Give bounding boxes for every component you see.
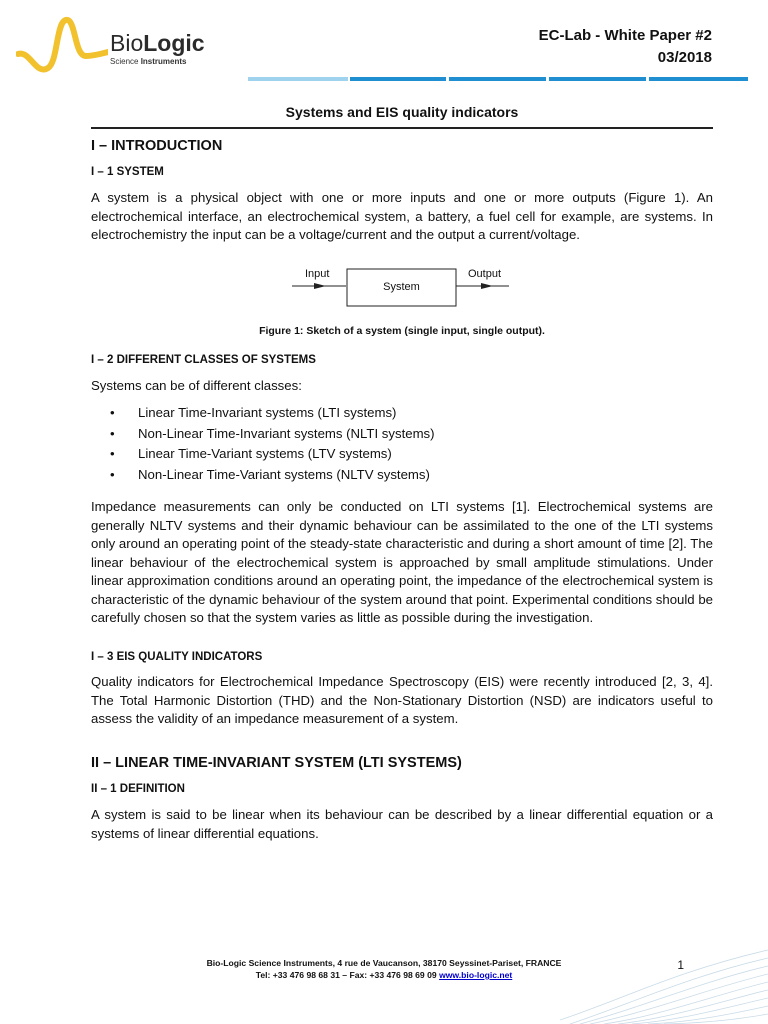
- header-bar-segment: [449, 77, 546, 81]
- subsection-heading-classes: I – 2 DIFFERENT CLASSES OF SYSTEMS: [91, 354, 316, 366]
- list-item: • Non-Linear Time-Invariant systems (NLTI systems): [110, 424, 435, 445]
- document-title: Systems and EIS quality indicators: [285, 104, 519, 120]
- list-item: • Non-Linear Time-Variant systems (NLTV systems): [110, 465, 435, 486]
- biologic-logo: [16, 16, 205, 80]
- section-heading-introduction: I – INTRODUCTION: [91, 138, 223, 154]
- paragraph-classes-intro: Systems can be of different classes:: [91, 378, 302, 393]
- header-bar-segment: [248, 77, 348, 81]
- header-bar-segment: [649, 77, 748, 81]
- paragraph-impedance: Impedance measurements can only be conducted on LTI systems [1]. Electrochemical systems are generally NLTV systems and their dynamic behaviour can be assimilated to the one of the LTI systems only around an operating point of the steady-state characteristic and during a short amount of time [2]. The linear behaviour of the electrochemical system is approached by small amplitude stimulations. Under linear approximation conditions around an operating point, the impedance of the electrochemical system is characteristic of the dynamic behaviour of the system around that point. Experimental conditions should be carefully chosen so that the system varies as little as possible during the investigation.: [91, 499, 713, 625]
- paragraph-eis-quality: Quality indicators for Electrochemical Impedance Spectroscopy (EIS) were recently introduced [2, 3, 4]. The Total Harmonic Distortion (THD) and the Non-Stationary Distortion (NSD) are indicators useful to assess the validity of an impedance measurement of a system.: [91, 674, 713, 726]
- paragraph-system: A system is a physical object with one or more inputs and one or more outputs (Figure 1). An electrochemical interface, an electrochemical system, a battery, a fuel cell for example, are systems. In electrochemistry the input can be a voltage/current and the output a current/voltage.: [91, 190, 713, 242]
- page-number: 1: [677, 958, 684, 972]
- header-bar-segment: [350, 77, 446, 81]
- subsection-heading-eis-quality: I – 3 EIS QUALITY INDICATORS: [91, 651, 263, 663]
- figure-caption: Figure 1: Sketch of a system (single input, single output).: [259, 325, 545, 337]
- classes-list: [110, 403, 435, 486]
- figure-system-sketch: [290, 262, 510, 312]
- subsection-heading-system: I – 1 SYSTEM: [91, 166, 164, 178]
- doc-date: 03/2018: [657, 49, 712, 66]
- website-link[interactable]: www.bio-logic.net: [439, 970, 513, 980]
- figure-output-label: Output: [468, 268, 502, 280]
- list-item: • Linear Time-Invariant systems (LTI systems): [110, 403, 435, 424]
- section-heading-lti: II – LINEAR TIME-INVARIANT SYSTEM (LTI SYSTEMS): [91, 755, 462, 771]
- logo-brand: BioLogic: [110, 30, 205, 56]
- arrow-right-icon: [481, 283, 493, 289]
- bullet-icon: •: [110, 425, 115, 441]
- subsection-heading-definition: II – 1 DEFINITION: [91, 783, 185, 795]
- logo-tagline: Science Instruments: [110, 57, 187, 66]
- list-item: • Linear Time-Variant systems (LTV systems): [110, 444, 435, 465]
- figure-input-label: Input: [305, 268, 330, 280]
- bullet-icon: •: [110, 467, 115, 483]
- arrow-right-icon: [314, 283, 326, 289]
- figure-system-label: System: [383, 281, 420, 293]
- bullet-icon: •: [110, 405, 115, 420]
- header-bar-segment: [549, 77, 646, 81]
- footer-contact: Tel: +33 476 98 68 31 – Fax: +33 476 98 69 09 www.bio-logic.net: [255, 970, 513, 980]
- doc-series: EC-Lab - White Paper #2: [538, 27, 712, 44]
- bullet-icon: •: [110, 446, 115, 462]
- paragraph-definition: A system is said to be linear when its behaviour can be described by a linear differential equation or a systems of linear differential equations.: [91, 807, 713, 841]
- title-rule: [91, 127, 713, 129]
- footer-address: Bio-Logic Science Instruments, 4 rue de Vaucanson, 38170 Seyssinet-Pariset, FRANCE: [206, 958, 562, 968]
- logo-wave-icon: [16, 16, 108, 80]
